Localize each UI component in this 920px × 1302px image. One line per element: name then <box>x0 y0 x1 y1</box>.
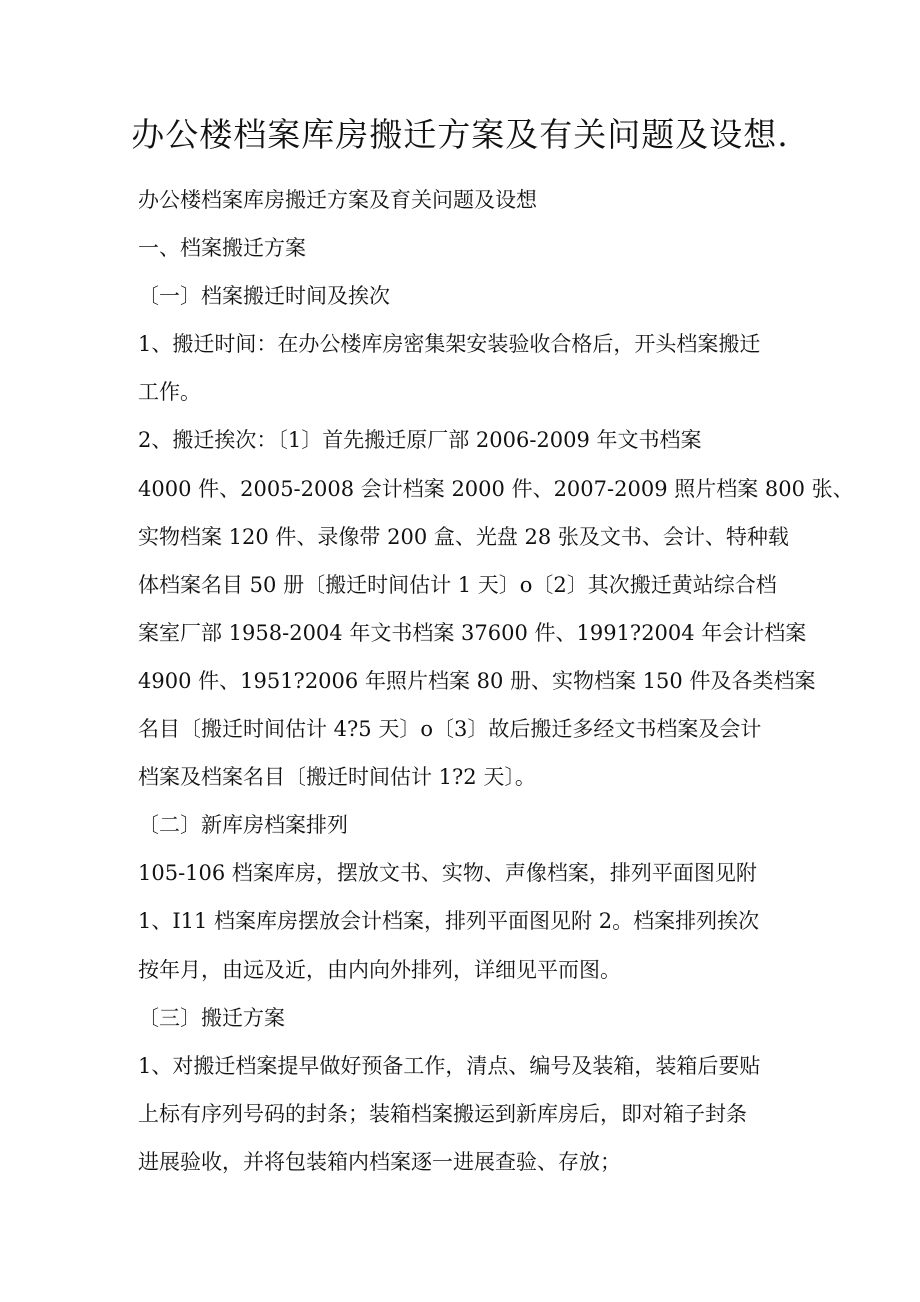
subsection-heading: 〔一〕档案搬迁时间及挨次 <box>138 284 390 308</box>
section-heading: 一、档案搬迁方案 <box>138 236 306 260</box>
paragraph-line: 上标有序列号码的封条；装箱档案搬运到新库房后，即对箱子封条 <box>138 1102 747 1126</box>
document-title: 办公楼档案库房搬迁方案及有关问题及设想. <box>131 115 789 154</box>
paragraph-line: 实物档案 120 件、录像带 200 盒、光盘 28 张及文书、会计、特种载 <box>138 525 789 549</box>
paragraph-line: 名目〔搬迁时间估计 4?5 天〕o〔3〕故后搬迁多经文书档案及会计 <box>138 717 762 741</box>
paragraph-line: 1、对搬迁档案提早做好预备工作，清点、编号及装箱，装箱后要贴 <box>138 1054 761 1078</box>
paragraph-line: 105-106 档案库房，摆放文书、实物、声像档案，排列平面图见附 <box>138 861 757 885</box>
paragraph-line: 1、搬迁时间：在办公楼库房密集架安装验收合格后，开头档案搬迁 <box>138 332 761 356</box>
paragraph-line: 体档案名目 50 册〔搬迁时间估计 1 天〕o〔2〕其次搬迁黄站综合档 <box>138 573 777 597</box>
paragraph-line: 进展验收，并将包装箱内档案逐一进展查验、存放； <box>138 1150 621 1174</box>
subsection-heading: 〔三〕搬迁方案 <box>138 1006 285 1030</box>
paragraph-line: 案室厂部 1958-2004 年文书档案 37600 件、1991?2004 年会计档案 <box>138 621 807 645</box>
subsection-heading: 〔二〕新库房档案排列 <box>138 813 348 837</box>
paragraph-line: 4900 件、1951?2006 年照片档案 80 册、实物档案 150 件及各类档案 <box>138 669 816 693</box>
paragraph-line: 档案及档案名目〔搬迁时间估计 1?2 天〕。 <box>138 765 536 789</box>
paragraph-line: 4000 件、2005-2008 会计档案 2000 件、2007-2009 照片档案 800 张、 <box>138 477 854 501</box>
paragraph-line: 按年月，由远及近，由内向外排列，详细见平而图。 <box>138 958 621 982</box>
paragraph-line: 工作。 <box>138 380 201 404</box>
paragraph-line: 2、搬迁挨次：〔1〕首先搬迁原厂部 2006-2009 年文书档案 <box>138 428 702 452</box>
subtitle-line: 办公楼档案库房搬迁方案及育关问题及设想 <box>138 188 537 212</box>
paragraph-line: 1、I11 档案库房摆放会计档案，排列平面图见附 2。档案排列挨次 <box>138 909 760 933</box>
